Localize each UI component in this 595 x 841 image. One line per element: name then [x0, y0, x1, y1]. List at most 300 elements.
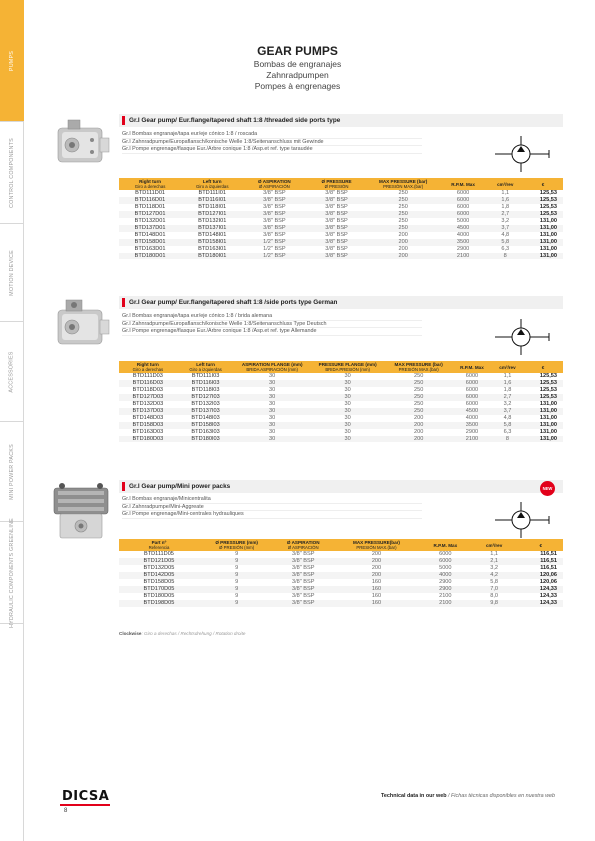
table-cell: 200	[371, 565, 382, 572]
table-header-row	[119, 178, 563, 190]
table-body	[119, 373, 563, 442]
table-cell: 160	[371, 585, 382, 592]
part-code-cell: BTD170D05	[143, 585, 175, 592]
sidebar-tab-greenline[interactable]	[0, 517, 24, 628]
column-header: Right turn Giro a derechas	[134, 179, 166, 190]
part-code-cell: BTD118I03	[191, 387, 220, 394]
table-cell: 3/8" BSP	[291, 599, 315, 606]
hydraulic-pump-symbol	[493, 500, 551, 540]
table-cell: 250	[398, 211, 408, 218]
table-cell: 5000	[439, 565, 452, 572]
part-code-cell: BTD127I03	[191, 394, 220, 401]
table-cell: 200	[414, 435, 424, 442]
part-code-cell: BTD127D01	[134, 211, 166, 218]
description-line: Gr.I Zahnradpumpe/Europaflansch/konische Welle 1:8/Seitenanschluss Type Deutsch	[122, 321, 422, 329]
table-cell: 4000	[439, 572, 452, 579]
table-cell: 4000	[456, 231, 470, 238]
part-code-cell: BTD132I01	[198, 218, 227, 225]
table-cell: 6000	[456, 211, 470, 218]
sidebar-tab-motion-device[interactable]	[0, 224, 24, 322]
table-cell: 6000	[439, 551, 452, 558]
part-code-cell: BTD116D03	[132, 380, 164, 387]
column-header: cm³/rev	[485, 542, 503, 548]
gear-pump-image	[48, 114, 114, 172]
part-code-cell: BTD137I01	[198, 224, 227, 231]
table-cell: 30	[344, 401, 351, 408]
table-row	[119, 373, 563, 380]
web-note[interactable]	[381, 793, 555, 799]
table-cell: 250	[398, 204, 408, 211]
sidebar-tab-pumps[interactable]	[0, 0, 24, 122]
table-cell: 9	[235, 565, 239, 572]
section-header	[119, 296, 563, 309]
sidebar-tab-label: ACCESSORIES	[9, 350, 15, 393]
table-cell: 250	[414, 401, 424, 408]
table-cell: 3/8" BSP	[325, 197, 348, 204]
part-code-cell: BTD142D05	[143, 572, 175, 579]
sidebar-tab-label: CONTROL COMPONENTS	[9, 137, 16, 208]
price-cell: 124,33	[539, 592, 557, 599]
table-cell: 6,3	[503, 428, 512, 435]
price-cell: 120,06	[539, 579, 557, 586]
table-cell: 1,8	[501, 204, 510, 211]
column-header: R.P.M. Max	[433, 542, 458, 548]
table-cell: 30	[269, 394, 276, 401]
table-cell: 5000	[456, 218, 470, 225]
part-code-cell: BTD118D03	[132, 387, 164, 394]
part-code-cell: BTD137D01	[134, 224, 166, 231]
table-cell: 8	[505, 435, 510, 442]
table-cell: 1/2" BSP	[263, 238, 286, 245]
table-cell: 2900	[465, 428, 479, 435]
table-row	[119, 401, 563, 408]
table-cell: 3/8" BSP	[263, 204, 286, 211]
table-cell: 6000	[465, 373, 479, 380]
table-cell: 1,1	[490, 551, 499, 558]
sidebar-tab-label: PUMPS	[8, 50, 15, 71]
table-cell: 30	[269, 387, 276, 394]
new-badge: NEW	[540, 481, 555, 496]
table-cell: 3/8" BSP	[263, 211, 286, 218]
table-row	[119, 551, 563, 558]
table-cell: 200	[371, 572, 382, 579]
table-cell: 3,2	[501, 218, 510, 225]
table-row	[119, 380, 563, 387]
table-cell: 2900	[439, 585, 452, 592]
section-header	[119, 480, 563, 493]
table-cell: 6000	[465, 401, 479, 408]
table-cell: 30	[269, 407, 276, 414]
table-cell: 3/8" BSP	[325, 224, 348, 231]
part-code-cell: BTD118I01	[198, 204, 227, 211]
table-cell: 4500	[456, 224, 470, 231]
table-cell: 250	[398, 224, 408, 231]
description-line: Gr.I Zahnradpumpe/Europaflansch/konische Welle 1:8/Seitenanschluss mit Gewinde	[122, 139, 422, 147]
table-cell: 2100	[456, 252, 470, 259]
section-descriptions	[122, 131, 422, 154]
table-cell: 4500	[465, 407, 479, 414]
table-cell: 3,7	[503, 407, 512, 414]
table-cell: 6000	[456, 190, 470, 197]
table-cell: 9	[235, 551, 239, 558]
table-cell: 30	[269, 401, 276, 408]
page-title: GEAR PUMPS	[257, 44, 338, 58]
sidebar-tab-accessories[interactable]	[0, 322, 24, 422]
description-line: Gr.I Pompe engrenage/Mini-centrales hydrauliques	[122, 511, 422, 519]
table-cell: 3/8" BSP	[291, 592, 315, 599]
table-cell: 200	[398, 238, 408, 245]
footnote-text: : Giro a derechas / Rechtsdrehung / Rotation droite	[141, 631, 246, 636]
table-cell: 250	[414, 387, 424, 394]
column-header: Ø PRESSURE Ø PRESIÓN	[321, 179, 352, 190]
table-cell: 3/8" BSP	[291, 579, 315, 586]
category-sidebar	[0, 0, 24, 841]
part-code-cell: BTD132D01	[134, 218, 166, 225]
table-cell: 30	[269, 414, 276, 421]
table-cell: 3/8" BSP	[325, 231, 348, 238]
part-code-cell: BTD116I01	[198, 197, 227, 204]
table-row	[119, 190, 563, 197]
web-note-bold: Technical data in our web	[381, 793, 447, 799]
price-cell: 131,00	[539, 435, 557, 442]
table-cell: 3/8" BSP	[291, 558, 315, 565]
column-header: MAX PRESSURE(bar) PRESIÓN MAX.(bar)	[353, 540, 400, 551]
table-cell: 3,2	[490, 565, 499, 572]
part-code-cell: BTD127D03	[132, 394, 164, 401]
table-cell: 3/8" BSP	[325, 252, 348, 259]
section-title: Gr.I Gear pump/ Eur.flange/tapered shaft 1:8 /threaded side ports type	[129, 117, 341, 124]
dicsa-logo: DICSA	[62, 789, 110, 804]
column-header: MAX PRESSURE (bar) PRESIÓN MAX.(bar)	[394, 362, 443, 373]
table-cell: 3500	[465, 421, 479, 428]
column-header: Ø ASPIRATION Ø ASPIRACIÓN	[258, 179, 291, 190]
price-cell: 131,00	[539, 231, 557, 238]
price-cell: 131,00	[539, 224, 557, 231]
table-row	[119, 253, 563, 260]
price-cell: 116,51	[540, 565, 557, 572]
sidebar-tab-control-components[interactable]	[0, 122, 24, 224]
part-code-cell: BTD148D03	[132, 414, 164, 421]
sidebar-tab-mini-power-packs[interactable]	[0, 422, 24, 522]
table-cell: 250	[398, 197, 408, 204]
table-cell: 200	[398, 231, 408, 238]
price-cell: 131,00	[539, 252, 557, 259]
logo-underline	[60, 804, 110, 806]
price-cell: 125,53	[539, 387, 557, 394]
table-cell: 4000	[465, 414, 479, 421]
table-cell: 6,3	[501, 245, 510, 252]
table-cell: 200	[414, 428, 424, 435]
table-cell: 8,0	[490, 592, 499, 599]
column-header: Part nº Referencia	[148, 540, 170, 551]
table-cell: 30	[269, 380, 276, 387]
part-code-cell: BTD137D03	[132, 407, 164, 414]
part-code-cell: BTD116D01	[134, 197, 166, 204]
column-header: ASPIRATION FLANGE (mm) BRIDA ASPIRACIÓN (mm)	[241, 362, 303, 373]
table-cell: 3,2	[503, 401, 512, 408]
table-cell: 30	[269, 428, 276, 435]
table-row	[119, 593, 563, 600]
column-header: cm³/rev	[499, 364, 516, 370]
description-line: Gr.I Pompe engrenage/flasque Eur./Arbre conique 1:8 /Asp.et ref. type taraudée	[122, 146, 422, 154]
table-cell: 30	[344, 428, 351, 435]
table-row	[119, 436, 563, 443]
column-header: R.P.M. Max	[451, 181, 475, 187]
table-row	[119, 429, 563, 436]
part-code-cell: BTD198D05	[143, 599, 175, 606]
table-row	[119, 211, 563, 218]
part-code-cell: BTD137I03	[191, 407, 220, 414]
table-cell: 2100	[465, 435, 479, 442]
table-cell: 250	[414, 394, 424, 401]
column-header: €	[539, 542, 543, 548]
table-cell: 30	[344, 414, 351, 421]
price-cell: 125,53	[539, 380, 557, 387]
clockwise-footnote	[119, 631, 245, 636]
table-cell: 3/8" BSP	[325, 211, 348, 218]
table-cell: 4,8	[501, 231, 510, 238]
part-code-cell: BTD148I03	[191, 414, 220, 421]
table-cell: 3500	[456, 238, 470, 245]
table-cell: 1,1	[503, 373, 512, 380]
table-row	[119, 218, 563, 225]
section-descriptions	[122, 313, 422, 336]
table-cell: 3/8" BSP	[291, 551, 315, 558]
part-code-cell: BTD132D05	[143, 565, 175, 572]
column-header: €	[541, 364, 545, 370]
section-title: Gr.I Gear pump/Mini power packs	[129, 483, 231, 490]
page-number: 8	[64, 808, 68, 814]
description-line: Gr.I Pompe engrenage/flasque Eur./Arbre conique 1:8 /Asp.et ref. type Allemande	[122, 328, 422, 336]
table-row	[119, 408, 563, 415]
table-cell: 2,7	[503, 394, 512, 401]
table-cell: 2100	[439, 599, 452, 606]
description-line: Gr.I Bombas engranaje/tapa eur/eje cónico 1:8 / roscada	[122, 131, 422, 139]
price-cell: 125,53	[539, 394, 557, 401]
column-header: PRESSURE FLANGE (mm) BRIDA PRESIÓN (mm)	[318, 362, 377, 373]
gear-pump-image	[48, 296, 114, 354]
part-code-cell: BTD148D01	[134, 231, 166, 238]
price-cell: 131,00	[539, 245, 557, 252]
price-cell: 131,00	[539, 407, 557, 414]
table-row	[119, 579, 563, 586]
column-header: Left turn Giro a izquierdas	[195, 179, 229, 190]
table-body	[119, 190, 563, 259]
table-cell: 30	[269, 421, 276, 428]
part-code-cell: BTD111I03	[191, 373, 220, 380]
table-cell: 250	[398, 190, 408, 197]
description-line: Gr.I Bombas engranaje/tapa eur/eje cónico 1:8 / brida alemana	[122, 313, 422, 321]
part-code-cell: BTD180D01	[134, 252, 166, 259]
table-row	[119, 586, 563, 593]
table-cell: 5,8	[503, 421, 512, 428]
column-header: cm³/rev	[497, 181, 514, 187]
table-row	[119, 204, 563, 211]
sidebar-tab-label: MOTION DEVICE	[9, 249, 16, 296]
table-row	[119, 387, 563, 394]
spec-table	[119, 361, 563, 442]
table-row	[119, 572, 563, 579]
hydraulic-pump-symbol	[493, 317, 551, 357]
price-cell: 125,53	[539, 204, 557, 211]
table-cell: 9	[235, 599, 239, 606]
column-header: R.P.M. Max	[460, 364, 484, 370]
web-note-rest: / Fichas técnicas disponibles en nuestra web	[446, 793, 555, 799]
hydraulic-pump-symbol	[493, 134, 551, 174]
part-code-cell: BTD180I01	[198, 252, 227, 259]
table-cell: 1/2" BSP	[263, 245, 286, 252]
column-header: Left turn Giro a izquierdas	[189, 362, 222, 373]
table-cell: 6000	[456, 204, 470, 211]
table-cell: 30	[344, 407, 351, 414]
table-row	[119, 394, 563, 401]
table-cell: 200	[398, 252, 408, 259]
table-cell: 9	[235, 572, 239, 579]
table-cell: 2900	[456, 245, 470, 252]
table-cell: 2900	[439, 579, 452, 586]
table-cell: 250	[414, 407, 424, 414]
table-row	[119, 565, 563, 572]
part-code-cell: BTD158D05	[143, 579, 175, 586]
table-cell: 1,8	[503, 387, 512, 394]
part-code-cell: BTD163D01	[134, 245, 166, 252]
table-cell: 9	[235, 592, 239, 599]
table-cell: 160	[371, 599, 382, 606]
column-header: €	[541, 181, 545, 187]
table-row	[119, 197, 563, 204]
table-cell: 200	[414, 421, 424, 428]
table-cell: 9,8	[490, 599, 499, 606]
table-cell: 3/8" BSP	[263, 190, 286, 197]
table-cell: 3/8" BSP	[291, 572, 315, 579]
table-cell: 1/2" BSP	[263, 252, 286, 259]
table-cell: 6000	[465, 387, 479, 394]
table-cell: 1,6	[501, 197, 510, 204]
part-code-cell: BTD163I01	[198, 245, 227, 252]
table-cell: 5,8	[490, 579, 499, 586]
table-cell: 9	[235, 579, 239, 586]
part-code-cell: BTD132D03	[132, 401, 164, 408]
sidebar-tab-label: MINI POWER PACKS	[9, 443, 16, 500]
part-code-cell: BTD127I01	[198, 211, 227, 218]
part-code-cell: BTD116I03	[191, 380, 220, 387]
table-cell: 2100	[439, 592, 452, 599]
section-descriptions	[122, 496, 422, 519]
table-cell: 3/8" BSP	[325, 238, 348, 245]
table-row	[119, 246, 563, 253]
section-marker	[122, 298, 125, 307]
table-cell: 3,7	[501, 224, 510, 231]
table-cell: 3/8" BSP	[263, 231, 286, 238]
price-cell: 131,00	[539, 428, 557, 435]
price-cell: 125,53	[539, 211, 557, 218]
table-cell: 3/8" BSP	[263, 224, 286, 231]
part-code-cell: BTD111D05	[143, 551, 174, 558]
part-code-cell: BTD180D05	[143, 592, 175, 599]
part-code-cell: BTD158D03	[132, 421, 164, 428]
price-cell: 125,53	[539, 190, 557, 197]
description-line: Gr.I Bombas engranaje/Minicentralita	[122, 496, 422, 504]
price-cell: 116,51	[540, 551, 557, 558]
table-cell: 30	[344, 421, 351, 428]
table-cell: 250	[414, 373, 424, 380]
page-subtitle: Bombas de engranajes	[253, 59, 342, 69]
table-cell: 3/8" BSP	[325, 190, 348, 197]
table-cell: 250	[398, 218, 408, 225]
table-cell: 1,1	[501, 190, 510, 197]
table-cell: 30	[269, 435, 276, 442]
table-cell: 4,8	[503, 414, 512, 421]
part-code-cell: BTD158D01	[134, 238, 166, 245]
table-cell: 250	[414, 380, 424, 387]
price-cell: 131,00	[539, 421, 557, 428]
table-row	[119, 415, 563, 422]
price-cell: 125,53	[539, 373, 557, 380]
section-header	[119, 114, 563, 127]
part-code-cell: BTD111D01	[135, 190, 166, 197]
table-cell: 3/8" BSP	[263, 197, 286, 204]
column-header: Ø PRESSURE (mm) Ø PRESIÓN (mm)	[215, 540, 258, 551]
table-row	[119, 232, 563, 239]
price-cell: 131,00	[539, 401, 557, 408]
part-code-cell: BTD121D05	[143, 558, 175, 565]
table-row	[119, 600, 563, 607]
part-code-cell: BTD148I01	[198, 231, 227, 238]
table-cell: 30	[344, 435, 351, 442]
table-cell: 30	[344, 373, 351, 380]
table-cell: 5,8	[501, 238, 510, 245]
table-cell: 30	[344, 394, 351, 401]
part-code-cell: BTD163I03	[191, 428, 220, 435]
table-cell: 1,6	[503, 380, 512, 387]
table-cell: 3/8" BSP	[325, 218, 348, 225]
table-header-row	[119, 539, 563, 551]
price-cell: 125,53	[539, 197, 557, 204]
price-cell: 120,06	[539, 572, 557, 579]
footnote-label: Clockwise	[119, 631, 142, 636]
column-header: MAX PRESSURE (bar) PRESIÓN MAX.(bar)	[379, 179, 428, 190]
table-row	[119, 558, 563, 565]
table-header-row	[119, 361, 563, 373]
part-code-cell: BTD111D03	[132, 373, 163, 380]
section-title: Gr.I Gear pump/ Eur.flange/tapered shaft 1:8 /side ports type German	[129, 299, 338, 306]
part-code-cell: BTD111I01	[198, 190, 226, 197]
spec-table	[119, 178, 563, 259]
price-cell: 131,00	[539, 238, 557, 245]
part-code-cell: BTD163D03	[132, 428, 164, 435]
mini-power-pack-image	[48, 480, 114, 544]
table-cell: 4,2	[490, 572, 499, 579]
column-header: Right turn Giro a derechas	[132, 362, 164, 373]
price-cell: 131,00	[539, 414, 557, 421]
column-header: Ø ASPIRATION Ø ASPIRACIÓN	[286, 540, 320, 551]
table-cell: 200	[398, 245, 408, 252]
table-cell: 30	[344, 387, 351, 394]
table-cell: 6000	[465, 394, 479, 401]
section-marker	[122, 116, 125, 125]
table-cell: 200	[371, 558, 382, 565]
table-cell: 3/8" BSP	[263, 218, 286, 225]
table-cell: 2,7	[501, 211, 510, 218]
price-cell: 116,51	[540, 558, 557, 565]
table-cell: 6000	[465, 380, 479, 387]
table-cell: 200	[414, 414, 424, 421]
price-cell: 131,00	[539, 218, 557, 225]
table-cell: 6000	[439, 558, 452, 565]
table-cell: 7,0	[490, 585, 499, 592]
table-row	[119, 225, 563, 232]
page-subtitle: Zahnradpumpen	[266, 70, 329, 80]
